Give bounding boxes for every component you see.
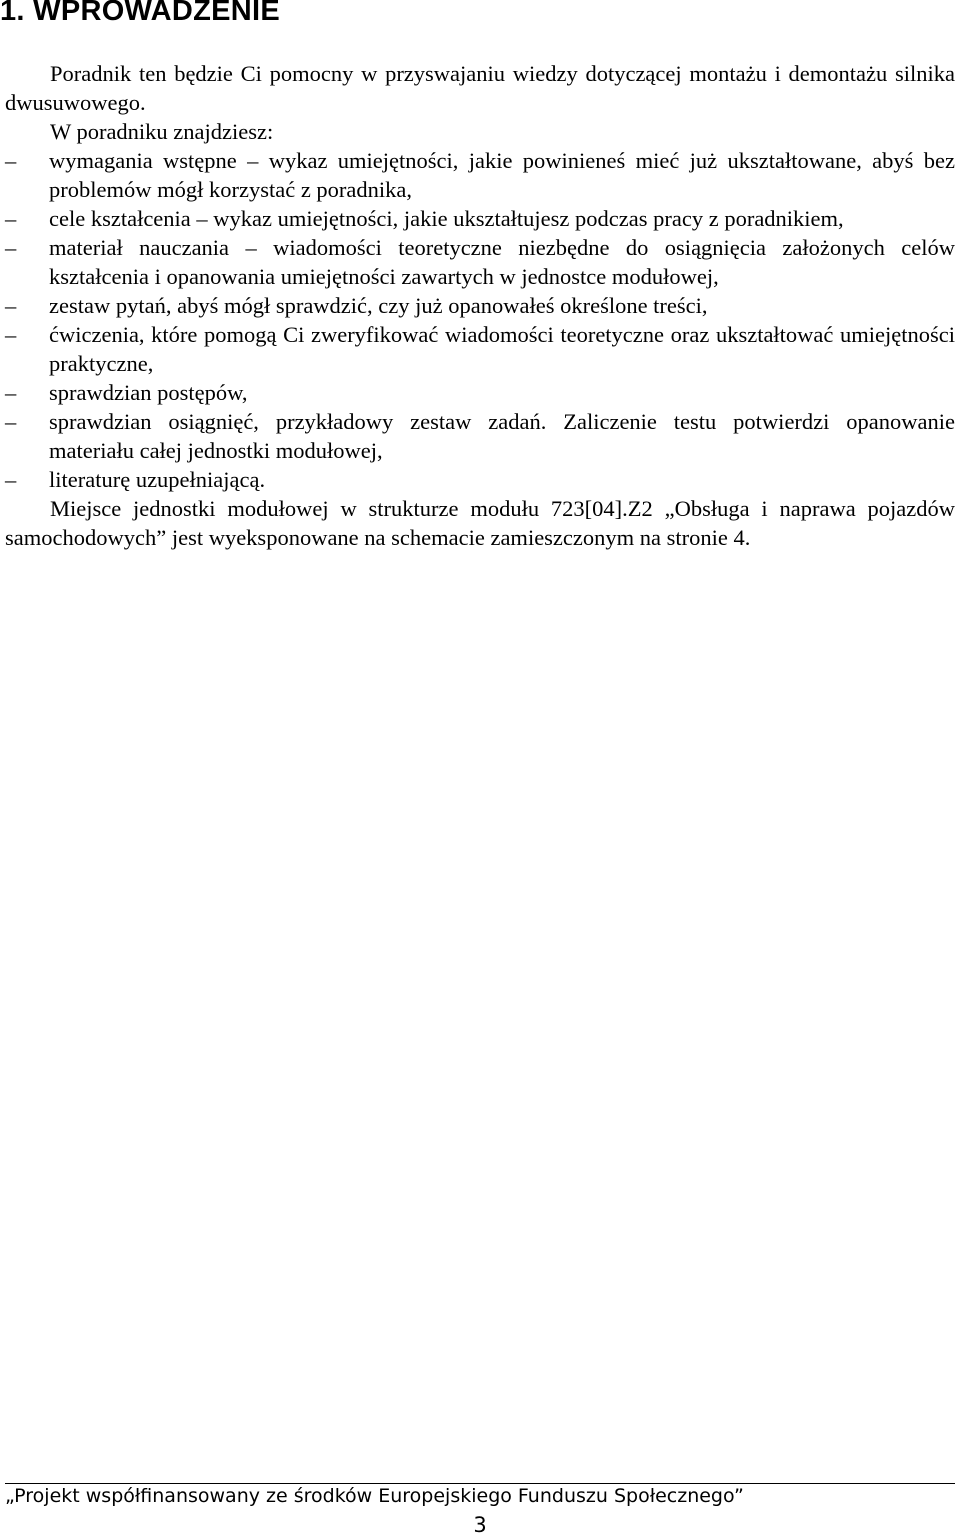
- list-item-text: literaturę uzupełniającą.: [49, 467, 266, 492]
- intro-paragraph: Poradnik ten będzie Ci pomocny w przyswajaniu wiedzy dotyczącej montażu i demontażu silnika dwusuwowego.: [5, 61, 955, 115]
- list-item: [5, 233, 955, 291]
- dash-marker: –: [5, 380, 17, 405]
- footer-text: „Projekt współfinansowany ze środków Europejskiego Funduszu Społecznego”: [5, 1485, 744, 1507]
- dash-marker: –: [5, 235, 17, 260]
- dash-marker: –: [5, 148, 17, 173]
- list-item: [5, 204, 955, 233]
- list-item: [5, 465, 955, 494]
- page-footer: [0, 1483, 960, 1508]
- closing-paragraph: Miejsce jednostki modułowej w strukturze modułu 723[04].Z2 „Obsługa i naprawa pojazdów samochodowych” jest wyeksponowane na schemacie zamieszczonym na stronie 4.: [5, 496, 955, 550]
- dash-marker: –: [5, 293, 17, 318]
- list-item-text: sprawdzian osiągnięć, przykładowy zestaw zadań. Zaliczenie testu potwierdzi opanowanie materiału całej jednostki modułowej,: [49, 409, 955, 463]
- list-intro: W poradniku znajdziesz:: [50, 119, 274, 144]
- contents-list: [5, 146, 955, 494]
- list-item-text: wymagania wstępne – wykaz umiejętności, jakie powinieneś mieć już ukształtowane, abyś bez problemów mógł korzystać z poradnika,: [49, 148, 955, 202]
- page-number: 3: [473, 1513, 487, 1537]
- dash-marker: –: [5, 467, 17, 492]
- document-body: [5, 59, 955, 552]
- dash-marker: –: [5, 206, 17, 231]
- dash-marker: –: [5, 409, 17, 434]
- list-item: [5, 407, 955, 465]
- list-item-text: materiał nauczania – wiadomości teoretyczne niezbędne do osiągnięcia założonych celów kształcenia i opanowania umiejętności zawartych w jednostce modułowej,: [49, 235, 955, 289]
- list-item-text: cele kształcenia – wykaz umiejętności, jakie ukształtujesz podczas pracy z poradnikiem,: [49, 206, 844, 231]
- list-item-text: sprawdzian postępów,: [49, 380, 248, 405]
- dash-marker: –: [5, 322, 17, 347]
- list-item: [5, 291, 955, 320]
- list-item-text: zestaw pytań, abyś mógł sprawdzić, czy już opanowałeś określone treści,: [49, 293, 708, 318]
- list-item-text: ćwiczenia, które pomogą Ci zweryfikować wiadomości teoretyczne oraz ukształtować umiejętności praktyczne,: [49, 322, 955, 376]
- list-item: [5, 378, 955, 407]
- section-heading: 1. WPROWADZENIE: [0, 0, 281, 27]
- list-item: [5, 320, 955, 378]
- list-item: [5, 146, 955, 204]
